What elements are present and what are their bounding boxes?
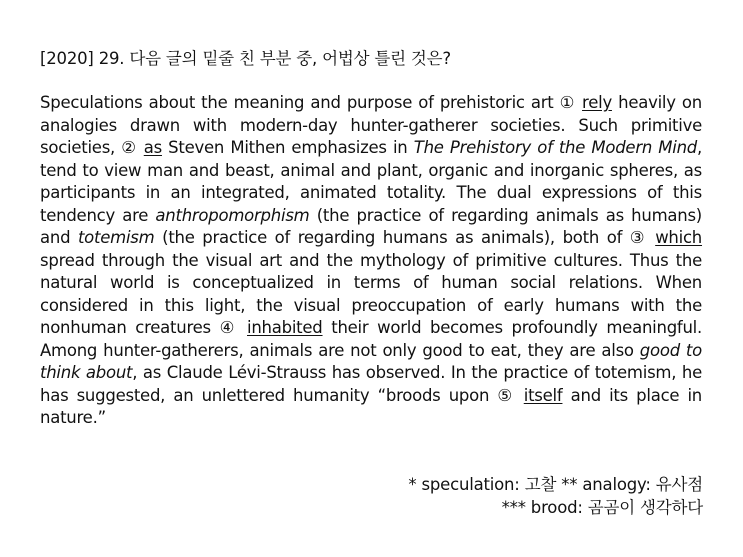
italic-term-anthropomorphism: anthropomorphism — [155, 205, 310, 225]
passage-text: (the practice of regarding humans as animals), both of — [154, 228, 630, 247]
passage — [40, 92, 702, 430]
underlined-choice-5: itself — [523, 385, 563, 405]
passage-text: heavily on analogies drawn with modern-day hunter-gatherer societies. Such primitive societies, — [40, 93, 702, 157]
underlined-choice-3: which — [655, 228, 703, 247]
underlined-choice-4: inhabited — [247, 318, 323, 337]
choice-marker-4: ④ — [219, 318, 239, 337]
passage-text: their world becomes profoundly meaningful. Among hunter-gatherers, animals are not only good to eat, they are also — [40, 318, 703, 360]
passage-text: spread through the visual art and the mythology of primitive cultures. Thus the natural world is conceptualized in terms of human social relations. When considered in this light, the visual preoccupation of early humans with the nonhuman creatures — [40, 250, 702, 337]
note-line-1: * speculation: 고찰 ** analogy: 유사점 — [408, 475, 703, 494]
italic-phrase: good to think about — [40, 340, 702, 382]
choice-marker-5: ⑤ — [497, 385, 516, 405]
passage-text: , tend to view man and beast, animal and plant, organic and inorganic spheres, as participants in an integrated, animated totality. The dual expressions of this tendency are — [40, 138, 703, 225]
passage-text: Speculations about the meaning and purpose of prehistoric art — [40, 93, 560, 112]
italic-term-totemism: totemism — [77, 228, 155, 247]
question-title: [2020] 29. 다음 글의 밑줄 친 부분 중, 어법상 틀린 것은? — [40, 49, 451, 68]
passage-text: and its place in nature.” — [40, 385, 703, 427]
passage-text: Steven Mithen emphasizes in — [161, 138, 414, 157]
book-title: The Prehistory of the Modern Mind — [413, 138, 698, 157]
choice-marker-3: ③ — [629, 228, 648, 247]
underlined-choice-2: as — [143, 138, 162, 157]
underlined-choice-1: rely — [582, 93, 612, 112]
note-line-2: *** brood: 곰곰이 생각하다 — [501, 497, 703, 517]
vocabulary-notes — [408, 474, 703, 519]
choice-marker-2: ② — [121, 138, 138, 157]
passage-text: (the practice of regarding animals as humans) and — [40, 205, 702, 247]
choice-marker-1: ① — [559, 93, 576, 112]
passage-text: , as Claude Lévi-Strauss has observed. In the practice of totemism, he has suggested, an unlettered humanity “broods upon — [40, 363, 702, 405]
